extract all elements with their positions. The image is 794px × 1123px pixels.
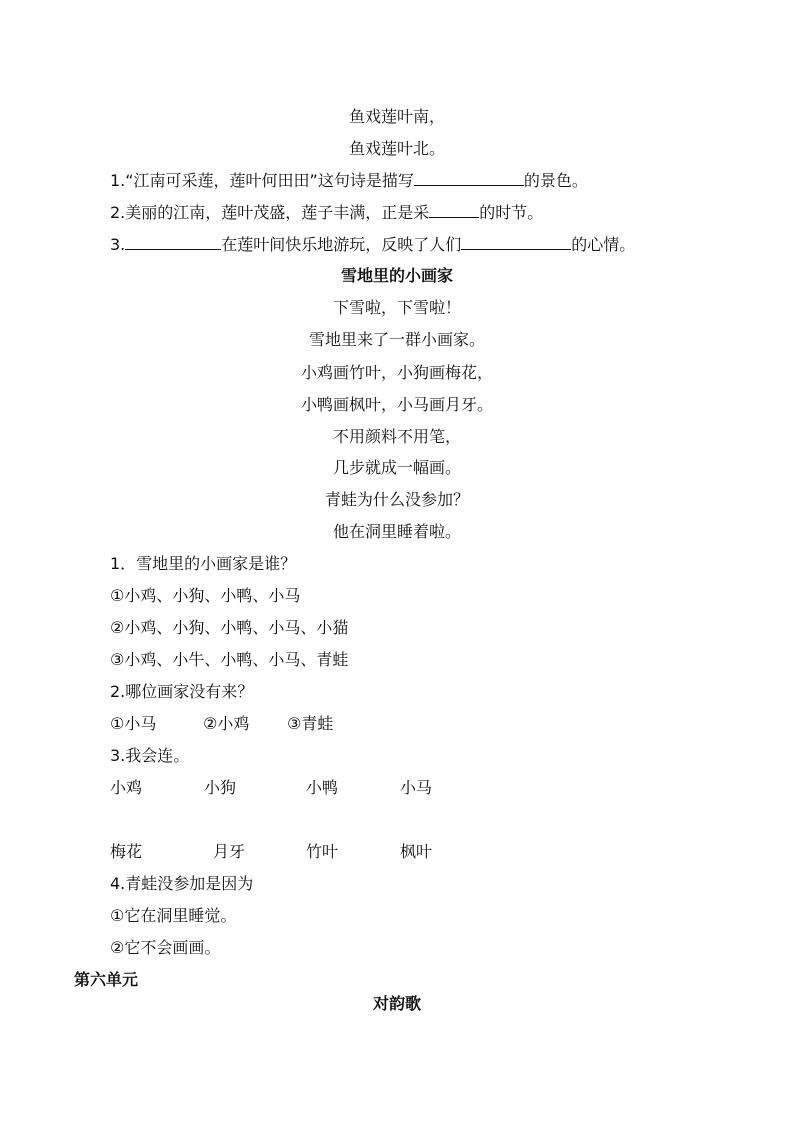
snow-question-3: 3.我会连。 [110, 746, 190, 765]
snow-q2-option-3[interactable]: ③青蛙 [287, 714, 334, 733]
lotus-poem-line-1: 鱼戏莲叶南， [348, 107, 445, 126]
match-top-item-2[interactable]: 小狗 [204, 778, 237, 797]
snow-poem-title: 雪地里的小画家 [340, 266, 453, 285]
snow-q1-option-1[interactable]: ①小鸡、小狗、小鸭、小马 [110, 586, 301, 605]
lotus-question-1 [110, 170, 588, 192]
lotus-q3-text: 在莲叶间快乐地游玩，反映了人们 [221, 235, 462, 254]
snow-q4-option-1[interactable]: ①它在洞里睡觉。 [110, 906, 237, 925]
lotus-q2-tail: 的时节。 [479, 203, 544, 222]
snow-q1-option-3[interactable]: ③小鸡、小牛、小鸭、小马、青蛙 [110, 650, 349, 669]
snow-poem-line-6: 几步就成一幅画。 [332, 458, 461, 477]
snow-q2-option-2[interactable]: ②小鸡 [203, 714, 250, 733]
unit-heading: 第六单元 [74, 970, 139, 989]
snow-poem-line-3: 小鸡画竹叶，小狗画梅花， [300, 363, 493, 382]
lotus-question-2 [110, 202, 543, 224]
snow-q1-option-2[interactable]: ②小鸡、小狗、小鸭、小马、小猫 [110, 618, 349, 637]
snow-poem-line-1: 下雪啦，下雪啦！ [332, 298, 461, 317]
match-bottom-item-1[interactable]: 梅花 [110, 842, 143, 861]
match-top-item-1[interactable]: 小鸡 [110, 778, 143, 797]
lotus-q3-tail: 的心情。 [571, 235, 636, 254]
lotus-q1-text: 1.“江南可采莲，莲叶何田田”这句诗是描写 [110, 171, 414, 190]
snow-q2-option-1[interactable]: ①小马 [110, 714, 157, 733]
answer-blank[interactable] [125, 235, 221, 250]
lotus-poem-line-2: 鱼戏莲叶北。 [348, 139, 445, 158]
lotus-q1-tail: 的景色。 [523, 171, 588, 190]
match-top-item-4[interactable]: 小马 [400, 778, 433, 797]
match-bottom-item-2[interactable]: 月牙 [213, 842, 246, 861]
answer-blank[interactable] [414, 171, 524, 186]
snow-question-2: 2.哪位画家没有来？ [110, 682, 254, 701]
match-bottom-item-3[interactable]: 竹叶 [306, 842, 339, 861]
snow-poem-line-5: 不用颜料不用笔， [332, 427, 461, 446]
snow-poem-line-4: 小鸭画枫叶，小马画月牙。 [300, 395, 493, 414]
unit-poem-title: 对韵歌 [372, 994, 421, 1013]
snow-poem-line-2: 雪地里来了一群小画家。 [308, 330, 485, 349]
answer-blank[interactable] [429, 203, 479, 218]
snow-question-1: 1．雪地里的小画家是谁？ [110, 554, 297, 573]
lotus-q2-text: 2.美丽的江南，莲叶茂盛，莲子丰满，正是采 [110, 203, 430, 222]
snow-q4-option-2[interactable]: ②它不会画画。 [110, 938, 221, 957]
answer-blank[interactable] [461, 235, 571, 250]
lotus-question-3 [110, 234, 635, 256]
lotus-q3-number: 3. [110, 235, 126, 254]
match-bottom-item-4[interactable]: 枫叶 [400, 842, 433, 861]
snow-poem-line-8: 他在洞里睡着啦。 [332, 522, 461, 541]
snow-question-4: 4.青蛙没参加是因为 [110, 874, 254, 893]
match-top-item-3[interactable]: 小鸭 [306, 778, 339, 797]
snow-poem-line-7: 青蛙为什么没参加？ [324, 490, 469, 509]
